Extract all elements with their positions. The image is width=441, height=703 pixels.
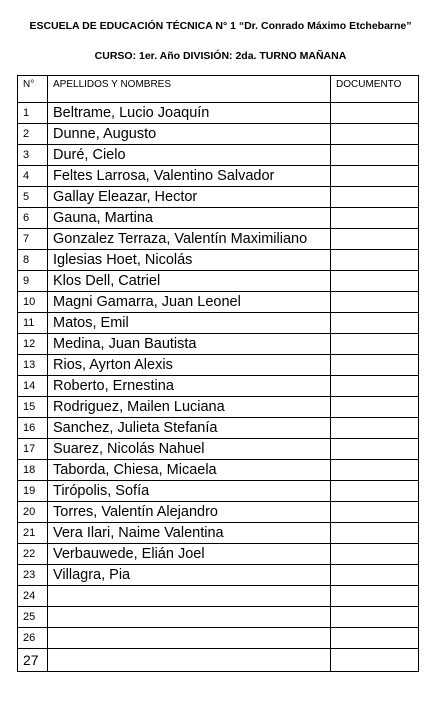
row-number: 4 [18,166,48,187]
table-header-row [18,76,419,103]
header-number: N° [18,76,48,103]
table-row [18,292,419,313]
student-name: Gauna, Martina [48,208,331,229]
table-row [18,502,419,523]
student-name: Beltrame, Lucio Joaquín [48,103,331,124]
row-number: 8 [18,250,48,271]
row-number: 5 [18,187,48,208]
row-number: 19 [18,481,48,502]
student-document [331,439,419,460]
student-name: Verbauwede, Elián Joel [48,544,331,565]
row-number: 17 [18,439,48,460]
row-number: 16 [18,418,48,439]
row-number: 20 [18,502,48,523]
student-name: Sanchez, Julieta Stefanía [48,418,331,439]
student-document [331,292,419,313]
table-row [18,418,419,439]
table-row [18,334,419,355]
table-row [18,313,419,334]
header-names: APELLIDOS Y NOMBRES [48,76,331,103]
student-document [331,523,419,544]
roster-body [18,103,419,672]
table-row [18,481,419,502]
table-row [18,397,419,418]
table-row [18,628,419,649]
table-row [18,460,419,481]
student-document [331,649,419,672]
student-document [331,166,419,187]
table-row [18,271,419,292]
row-number: 2 [18,124,48,145]
table-row [18,649,419,672]
student-name: Feltes Larrosa, Valentino Salvador [48,166,331,187]
student-name: Duré, Cielo [48,145,331,166]
row-number: 7 [18,229,48,250]
student-document [331,418,419,439]
student-document [331,271,419,292]
row-number: 12 [18,334,48,355]
row-number: 9 [18,271,48,292]
table-row [18,565,419,586]
table-row [18,607,419,628]
student-name: Torres, Valentín Alejandro [48,502,331,523]
row-number: 1 [18,103,48,124]
student-document [331,376,419,397]
student-name: Suarez, Nicolás Nahuel [48,439,331,460]
student-name: Iglesias Hoet, Nicolás [48,250,331,271]
student-document [331,628,419,649]
row-number: 10 [18,292,48,313]
student-document [331,397,419,418]
student-name: Rodriguez, Mailen Luciana [48,397,331,418]
student-name [48,607,331,628]
student-name: Vera Ilari, Naime Valentina [48,523,331,544]
student-roster-table [17,75,419,672]
table-row [18,544,419,565]
row-number: 26 [18,628,48,649]
student-document [331,250,419,271]
student-name: Rios, Ayrton Alexis [48,355,331,376]
row-number: 15 [18,397,48,418]
table-row [18,376,419,397]
student-document [331,187,419,208]
row-number: 25 [18,607,48,628]
table-row [18,208,419,229]
student-name: Dunne, Augusto [48,124,331,145]
student-name [48,628,331,649]
student-document [331,481,419,502]
student-document [331,502,419,523]
course-subtitle: CURSO: 1er. Año DIVISIÓN: 2da. TURNO MAÑANA [94,50,347,62]
student-document [331,544,419,565]
table-row [18,103,419,124]
student-document [331,607,419,628]
student-name: Medina, Juan Bautista [48,334,331,355]
table-row [18,523,419,544]
table-row [18,439,419,460]
student-name: Klos Dell, Catriel [48,271,331,292]
student-name: Villagra, Pia [48,565,331,586]
student-name: Taborda, Chiesa, Micaela [48,460,331,481]
student-document [331,229,419,250]
school-title: ESCUELA DE EDUCACIÓN TÉCNICA N° 1 “Dr. Conrado Máximo Etchebarne” [29,20,412,32]
row-number: 27 [18,649,48,672]
row-number: 21 [18,523,48,544]
table-row [18,355,419,376]
student-document [331,208,419,229]
student-name: Tirópolis, Sofía [48,481,331,502]
student-document [331,313,419,334]
student-document [331,565,419,586]
student-name: Roberto, Ernestina [48,376,331,397]
student-name: Magni Gamarra, Juan Leonel [48,292,331,313]
row-number: 23 [18,565,48,586]
row-number: 14 [18,376,48,397]
student-name [48,649,331,672]
student-name: Matos, Emil [48,313,331,334]
student-name: Gonzalez Terraza, Valentín Maximiliano [48,229,331,250]
row-number: 11 [18,313,48,334]
row-number: 22 [18,544,48,565]
row-number: 24 [18,586,48,607]
student-document [331,355,419,376]
student-document [331,586,419,607]
row-number: 18 [18,460,48,481]
student-document [331,124,419,145]
table-row [18,166,419,187]
table-row [18,250,419,271]
student-name: Gallay Eleazar, Hector [48,187,331,208]
student-document [331,334,419,355]
student-document [331,103,419,124]
table-row [18,187,419,208]
table-row [18,145,419,166]
table-row [18,586,419,607]
row-number: 3 [18,145,48,166]
table-row [18,124,419,145]
row-number: 6 [18,208,48,229]
header-document: DOCUMENTO [331,76,419,103]
table-row [18,229,419,250]
row-number: 13 [18,355,48,376]
student-name [48,586,331,607]
student-document [331,460,419,481]
student-document [331,145,419,166]
